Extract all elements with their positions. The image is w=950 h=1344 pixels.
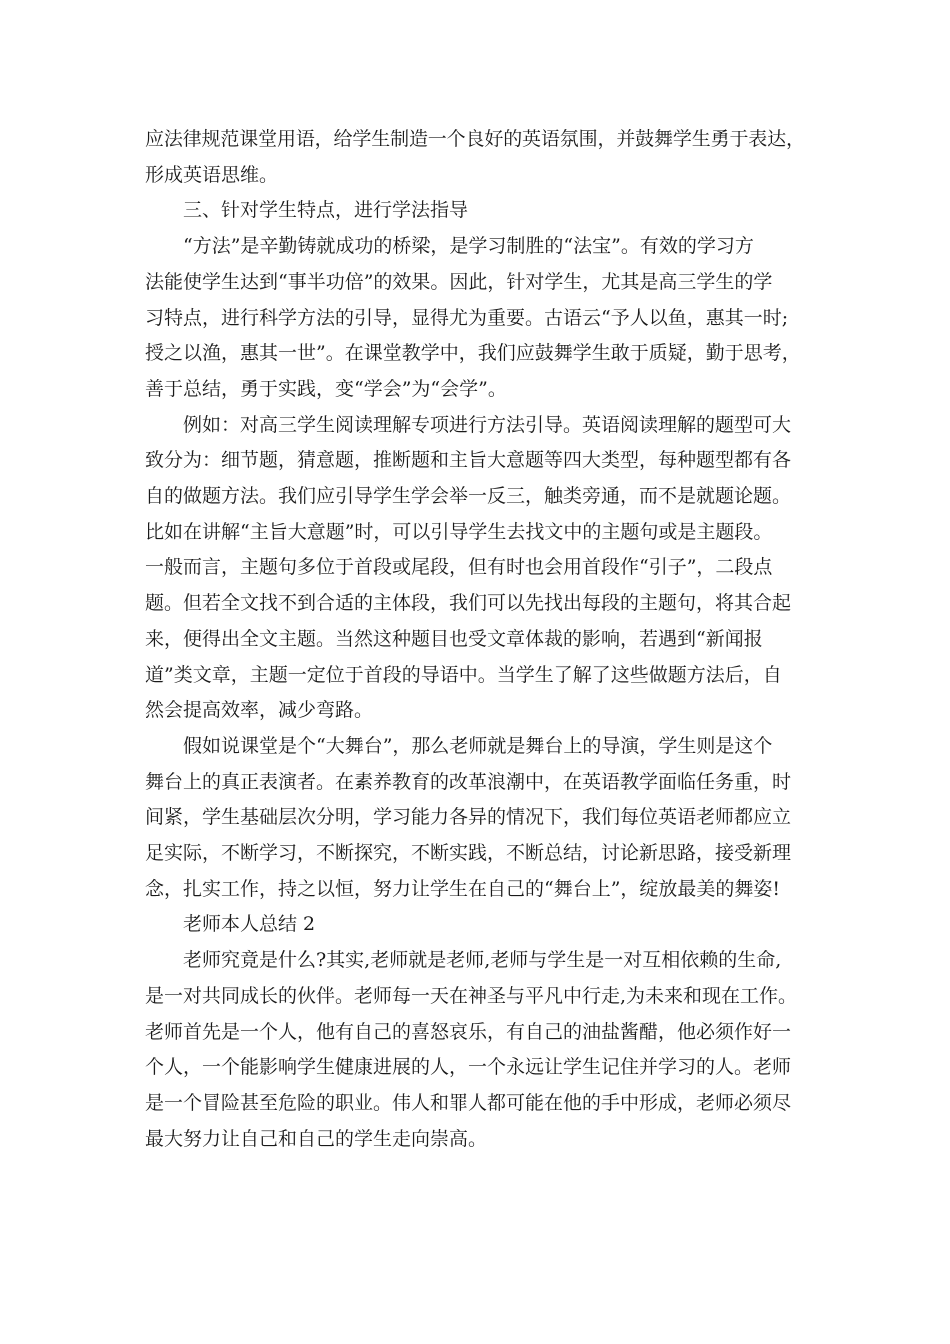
- text-line: 然会提高效率，减少弯路。: [145, 699, 374, 722]
- heading-text: 三、针对学生特点，进行学法指导: [183, 199, 469, 222]
- paragraph-reading-example: [145, 408, 805, 729]
- text-line: 假如说课堂是个“大舞台”，那么老师就是舞台上的导演，学生则是这个: [183, 734, 773, 757]
- text-line: “方法”是辛勤铸就成功的桥梁，是学习制胜的“法宝”。有效的学习方: [183, 235, 754, 258]
- section-heading-learning-methods: [145, 193, 805, 229]
- text-line: 最大努力让自己和自己的学生走向崇高。: [145, 1127, 488, 1150]
- text-line: 老师首先是一个人，他有自己的喜怒哀乐，有自己的油盐酱醋，他必须作好一: [145, 1020, 792, 1043]
- paragraph-classroom-language: [145, 122, 805, 193]
- text-line: 是一个冒险甚至危险的职业。伟人和罪人都可能在他的手中形成，老师必须尽: [145, 1091, 792, 1114]
- text-line: 例如：对高三学生阅读理解专项进行方法引导。英语阅读理解的题型可大: [183, 413, 792, 436]
- text-line: 善于总结，勇于实践，变“学会”为“会学”。: [145, 377, 507, 400]
- text-line: 是一对共同成长的伙伴。老师每一天在神圣与平凡中行走,为未来和现在工作。: [145, 984, 798, 1007]
- paragraph-big-stage: [145, 729, 805, 908]
- text-line: 道”类文章，主题一定位于首段的导语中。当学生了解了这些做题方法后，自: [145, 663, 782, 686]
- document-body: [145, 122, 805, 1157]
- text-line: 题。但若全文找不到合适的主体段，我们可以先找出每段的主题句，将其合起: [145, 592, 792, 615]
- text-line: 形成英语思维。: [145, 163, 279, 186]
- text-line: 自的做题方法。我们应引导学生学会举一反三，触类旁通，而不是就题论题。: [145, 485, 792, 508]
- heading-text: 老师本人总结 2: [183, 913, 316, 936]
- text-line: 老师究竟是什么?其实,老师就是老师,老师与学生是一对互相依赖的生命,: [183, 949, 782, 972]
- text-line: 念，扎实工作，持之以恒，努力让学生在自己的“舞台上”，绽放最美的舞姿!: [145, 877, 781, 900]
- text-line: 授之以渔，惠其一世”。在课堂教学中，我们应鼓舞学生敢于质疑，勤于思考，: [145, 342, 801, 365]
- paragraph-what-is-teacher: [145, 943, 805, 1157]
- text-line: 足实际，不断学习，不断探究，不断实践，不断总结，讨论新思路，接受新理: [145, 842, 792, 865]
- text-line: 个人，一个能影响学生健康进展的人，一个永远让学生记住并学习的人。老师: [145, 1056, 792, 1079]
- text-line: 致分为：细节题，猜意题，推断题和主旨大意题等四大类型，每种题型都有各: [145, 449, 792, 472]
- text-line: 间紧，学生基础层次分明，学习能力各异的情况下，我们每位英语老师都应立: [145, 806, 792, 829]
- text-line: 来，便得出全文主题。当然这种题目也受文章体裁的影响，若遇到“新闻报: [145, 627, 763, 650]
- text-line: 应法律规范课堂用语，给学生制造一个良好的英语氛围，并鼓舞学生勇于表达，: [145, 128, 805, 150]
- section-heading-summary-2: [145, 907, 805, 943]
- text-line: 法能使学生达到“事半功倍”的效果。因此，针对学生，尤其是高三学生的学: [145, 270, 773, 293]
- paragraph-methods-bridge: [145, 229, 805, 408]
- text-line: 习特点，进行科学方法的引导，显得尤为重要。古语云“予人以鱼，惠其一时;: [145, 306, 789, 329]
- text-line: 比如在讲解“主旨大意题”时，可以引导学生去找文中的主题句或是主题段。: [145, 520, 773, 543]
- text-line: 舞台上的真正表演者。在素养教育的改革浪潮中，在英语教学面临任务重，时: [145, 770, 792, 793]
- text-line: 一般而言，主题句多位于首段或尾段，但有时也会用首段作“引子”，二段点: [145, 556, 773, 579]
